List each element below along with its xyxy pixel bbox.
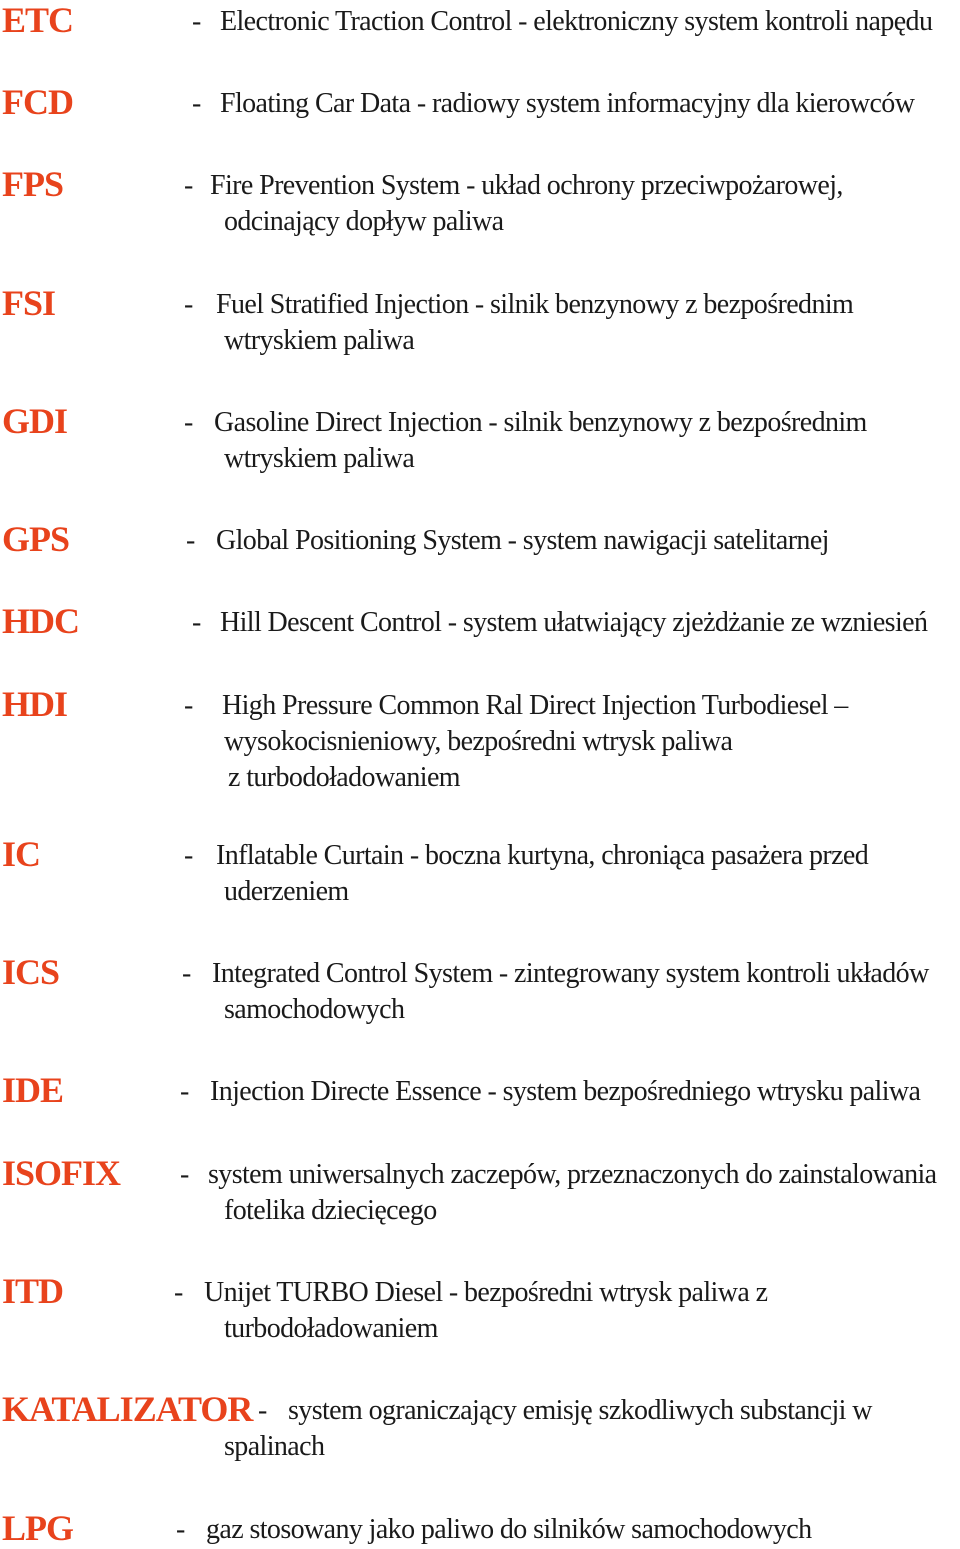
dash: - xyxy=(182,958,192,989)
dash: - xyxy=(174,1277,184,1308)
dash: - xyxy=(184,690,194,721)
dash: - xyxy=(184,407,194,438)
definition-line: fotelika dziecięcego xyxy=(224,1195,437,1226)
definition-line: uderzeniem xyxy=(224,876,349,907)
definition-line: spalinach xyxy=(224,1431,325,1462)
abbreviation: LPG xyxy=(2,1508,74,1548)
abbreviation: IDE xyxy=(2,1070,64,1110)
definition-line: Floating Car Data - radiowy system informacyjny dla kierowców xyxy=(220,88,915,119)
abbreviation: GPS xyxy=(2,519,70,559)
definition-line: odcinający dopływ paliwa xyxy=(224,206,504,237)
definition-line: Unijet TURBO Diesel - bezpośredni wtrysk paliwa z xyxy=(204,1277,768,1308)
definition-line: Fire Prevention System - układ ochrony przeciwpożarowej, xyxy=(210,170,843,201)
abbreviation: KATALIZATOR xyxy=(2,1389,253,1429)
abbreviation: GDI xyxy=(2,401,68,441)
definition-line: system uniwersalnych zaczepów, przeznaczonych do zainstalowania xyxy=(208,1159,937,1190)
definition-line: Inflatable Curtain - boczna kurtyna, chroniąca pasażera przed xyxy=(216,840,869,871)
definition-line: Electronic Traction Control - elektroniczny system kontroli napędu xyxy=(220,6,933,37)
definition-line: Injection Directe Essence - system bezpośredniego wtrysku paliwa xyxy=(210,1076,921,1107)
dash: - xyxy=(180,1076,190,1107)
definition-line: samochodowych xyxy=(224,994,405,1025)
definition-line: Global Positioning System - system nawigacji satelitarnej xyxy=(216,525,829,556)
dash: - xyxy=(192,6,202,37)
dash: - xyxy=(184,170,194,201)
definition-line: Fuel Stratified Injection - silnik benzynowy z bezpośrednim xyxy=(216,289,854,320)
dash: - xyxy=(258,1395,268,1426)
abbreviation: FSI xyxy=(2,283,56,323)
definition-line: gaz stosowany jako paliwo do silników samochodowych xyxy=(206,1514,812,1545)
definition-line: wtryskiem paliwa xyxy=(224,325,415,356)
abbreviation: FPS xyxy=(2,164,64,204)
definition-line: wtryskiem paliwa xyxy=(224,443,415,474)
dash: - xyxy=(184,289,194,320)
abbreviation: HDC xyxy=(2,601,79,641)
abbreviation: FCD xyxy=(2,82,73,122)
definition-line: Integrated Control System - zintegrowany system kontroli układów xyxy=(212,958,929,989)
dash: - xyxy=(186,525,196,556)
definition-line: turbodoładowaniem xyxy=(224,1313,438,1344)
abbreviation: ITD xyxy=(2,1271,64,1311)
definition-line: High Pressure Common Ral Direct Injection Turbodiesel – xyxy=(222,690,848,721)
dash: - xyxy=(176,1514,186,1545)
dash: - xyxy=(192,88,202,119)
definition-line: z turbodoładowaniem xyxy=(228,762,460,793)
dash: - xyxy=(184,840,194,871)
abbreviation: ISOFIX xyxy=(2,1153,121,1193)
dash: - xyxy=(180,1159,190,1190)
definition-line: Gasoline Direct Injection - silnik benzynowy z bezpośrednim xyxy=(214,407,867,438)
definition-line: wysokocisnieniowy, bezpośredni wtrysk paliwa xyxy=(224,726,733,757)
definition-line: Hill Descent Control - system ułatwiający zjeżdżanie ze wzniesień xyxy=(220,607,928,638)
abbreviation: ICS xyxy=(2,952,60,992)
definition-line: system ograniczający emisję szkodliwych substancji w xyxy=(288,1395,872,1426)
abbreviation: HDI xyxy=(2,684,68,724)
abbreviation: IC xyxy=(2,834,41,874)
abbreviation: ETC xyxy=(2,0,74,40)
dash: - xyxy=(192,607,202,638)
